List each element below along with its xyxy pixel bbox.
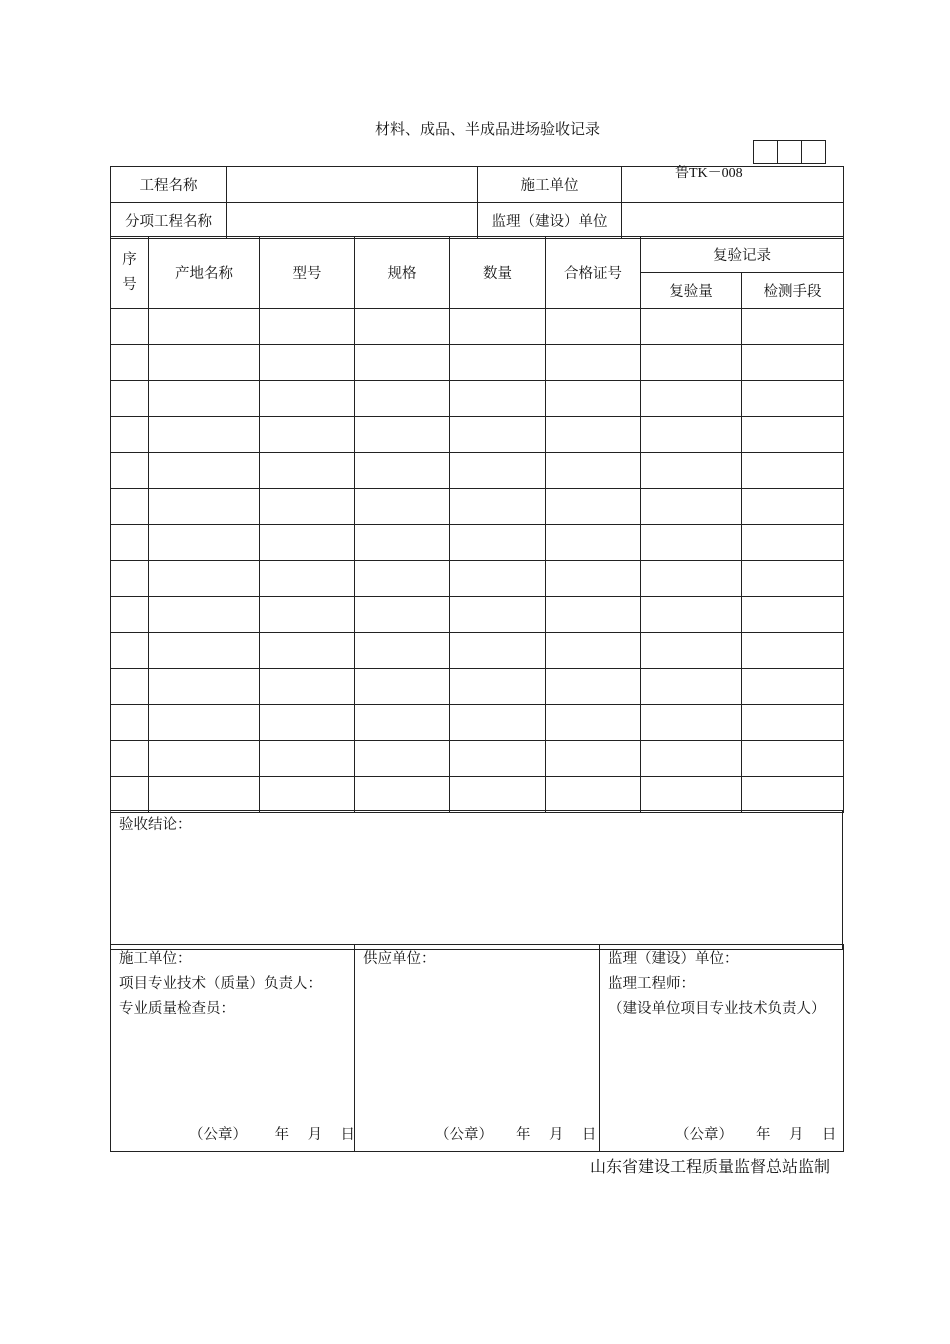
table-cell[interactable] (149, 741, 260, 777)
table-cell[interactable] (742, 417, 844, 453)
table-cell[interactable] (450, 525, 546, 561)
table-cell[interactable] (111, 633, 149, 669)
table-cell[interactable] (111, 597, 149, 633)
month-label: 月 (548, 1127, 564, 1143)
table-cell[interactable] (450, 489, 546, 525)
table-cell[interactable] (641, 417, 742, 453)
table-cell[interactable] (641, 381, 742, 417)
table-cell[interactable] (355, 669, 450, 705)
table-cell[interactable] (355, 453, 450, 489)
seal-label: （公章） (189, 1127, 247, 1143)
table-cell[interactable] (641, 345, 742, 381)
table-row (111, 561, 844, 597)
col-origin: 产地名称 (149, 237, 260, 309)
table-cell[interactable] (546, 381, 641, 417)
supervisor-value[interactable] (622, 203, 844, 239)
table-cell[interactable] (260, 309, 355, 345)
table-cell[interactable] (450, 381, 546, 417)
table-cell[interactable] (355, 777, 450, 813)
supervisor-engineer-label: 监理工程师： (608, 976, 695, 992)
code-box[interactable] (777, 140, 801, 164)
table-cell[interactable] (111, 489, 149, 525)
table-cell[interactable] (260, 345, 355, 381)
owner-tech-lead-label: （建设单位项目专业技术负责人） (608, 1001, 826, 1017)
table-cell[interactable] (546, 489, 641, 525)
table-cell[interactable] (546, 309, 641, 345)
table-row (111, 381, 844, 417)
table-cell[interactable] (111, 525, 149, 561)
table-cell[interactable] (742, 525, 844, 561)
table-cell[interactable] (546, 633, 641, 669)
table-cell[interactable] (260, 525, 355, 561)
seal-label: （公章） (675, 1127, 733, 1143)
year-label: 年 (274, 1127, 290, 1143)
table-cell[interactable] (149, 669, 260, 705)
table-cell[interactable] (111, 417, 149, 453)
table-cell[interactable] (111, 345, 149, 381)
table-cell[interactable] (641, 741, 742, 777)
table-cell[interactable] (260, 417, 355, 453)
table-cell[interactable] (111, 777, 149, 813)
table-cell[interactable] (450, 597, 546, 633)
table-cell[interactable] (450, 669, 546, 705)
table-cell[interactable] (149, 561, 260, 597)
table-cell[interactable] (149, 309, 260, 345)
table-row (111, 633, 844, 669)
table-cell[interactable] (149, 381, 260, 417)
supervisor-label: 监理（建设）单位 (478, 203, 622, 239)
supervisor-seal-line (600, 1123, 843, 1144)
col-spec: 规格 (355, 237, 450, 309)
table-cell[interactable] (450, 741, 546, 777)
materials-table (110, 236, 844, 813)
conclusion-label: 验收结论： (119, 817, 192, 833)
table-cell[interactable] (260, 741, 355, 777)
table-cell[interactable] (546, 561, 641, 597)
table-cell[interactable] (149, 705, 260, 741)
table-cell[interactable] (641, 633, 742, 669)
col-test-method: 检测手段 (742, 273, 844, 309)
table-cell[interactable] (149, 525, 260, 561)
table-cell[interactable] (149, 453, 260, 489)
col-model: 型号 (260, 237, 355, 309)
table-cell[interactable] (149, 777, 260, 813)
contractor-seal-line (111, 1123, 354, 1144)
col-recheck-amount: 复验量 (641, 273, 742, 309)
table-cell[interactable] (742, 669, 844, 705)
table-cell[interactable] (355, 705, 450, 741)
table-cell[interactable] (355, 525, 450, 561)
table-cell[interactable] (355, 417, 450, 453)
table-cell[interactable] (641, 669, 742, 705)
table-cell[interactable] (450, 309, 546, 345)
signature-table (110, 944, 844, 1152)
tech-lead-label: 项目专业技术（质量）负责人： (119, 976, 322, 992)
table-cell[interactable] (149, 633, 260, 669)
table-cell[interactable] (111, 705, 149, 741)
table-cell[interactable] (260, 453, 355, 489)
supplier-unit-label: 供应单位： (363, 951, 436, 967)
col-quantity: 数量 (450, 237, 546, 309)
table-cell[interactable] (355, 345, 450, 381)
day-label: 日 (581, 1127, 597, 1143)
table-cell[interactable] (450, 417, 546, 453)
table-cell[interactable] (450, 777, 546, 813)
table-cell[interactable] (641, 597, 742, 633)
code-box[interactable] (801, 140, 826, 164)
table-cell[interactable] (260, 669, 355, 705)
table-cell[interactable] (546, 741, 641, 777)
table-row (111, 453, 844, 489)
table-cell[interactable] (546, 705, 641, 741)
table-cell[interactable] (742, 381, 844, 417)
col-recheck-group: 复验记录 (641, 237, 844, 273)
year-label: 年 (756, 1127, 771, 1143)
col-seq (111, 237, 149, 309)
table-cell[interactable] (355, 741, 450, 777)
table-cell[interactable] (641, 453, 742, 489)
table-cell[interactable] (149, 417, 260, 453)
table-cell[interactable] (450, 561, 546, 597)
table-cell[interactable] (742, 489, 844, 525)
table-cell[interactable] (641, 561, 742, 597)
table-cell[interactable] (111, 669, 149, 705)
table-cell[interactable] (546, 417, 641, 453)
table-cell[interactable] (546, 669, 641, 705)
col-certificate: 合格证号 (546, 237, 641, 309)
table-cell[interactable] (546, 345, 641, 381)
supervisor-sign-cell[interactable] (600, 945, 844, 1152)
table-cell[interactable] (111, 741, 149, 777)
table-cell[interactable] (450, 453, 546, 489)
table-cell[interactable] (742, 453, 844, 489)
code-boxes (753, 140, 826, 164)
contractor-value[interactable] (622, 167, 844, 203)
table-cell[interactable] (742, 309, 844, 345)
table-cell[interactable] (641, 489, 742, 525)
table-cell[interactable] (260, 705, 355, 741)
table-row (111, 777, 844, 813)
table-cell[interactable] (641, 777, 742, 813)
contractor-label: 施工单位 (478, 167, 622, 203)
table-cell[interactable] (742, 777, 844, 813)
month-label: 月 (307, 1127, 323, 1143)
form-code: 鲁TK－008 (675, 166, 743, 181)
table-cell[interactable] (355, 381, 450, 417)
table-cell[interactable] (450, 705, 546, 741)
table-cell[interactable] (641, 525, 742, 561)
table-cell[interactable] (111, 309, 149, 345)
sub-project-value[interactable] (227, 203, 478, 239)
table-cell[interactable] (111, 453, 149, 489)
footer-issuer: 山东省建设工程质量监督总站监制 (590, 1157, 831, 1176)
table-cell[interactable] (742, 741, 844, 777)
table-cell[interactable] (260, 777, 355, 813)
table-cell[interactable] (742, 633, 844, 669)
table-cell[interactable] (355, 309, 450, 345)
project-name-label: 工程名称 (111, 167, 227, 203)
table-cell[interactable] (546, 597, 641, 633)
table-cell[interactable] (641, 309, 742, 345)
table-row (111, 489, 844, 525)
table-row (111, 417, 844, 453)
table-cell[interactable] (450, 345, 546, 381)
table-cell[interactable] (260, 597, 355, 633)
sub-project-label: 分项工程名称 (111, 203, 227, 239)
contractor-unit-label: 施工单位： (119, 951, 192, 967)
conclusion-cell[interactable] (111, 811, 843, 950)
supplier-seal-line (355, 1123, 599, 1144)
table-cell[interactable] (260, 381, 355, 417)
table-cell[interactable] (260, 633, 355, 669)
table-row (111, 669, 844, 705)
table-cell[interactable] (546, 777, 641, 813)
conclusion-table (110, 810, 843, 950)
code-box[interactable] (753, 140, 777, 164)
table-cell[interactable] (742, 597, 844, 633)
table-row (111, 597, 844, 633)
quality-inspector-label: 专业质量检查员： (119, 1001, 235, 1017)
table-cell[interactable] (742, 561, 844, 597)
seal-label: （公章） (435, 1127, 493, 1143)
table-cell[interactable] (355, 489, 450, 525)
table-cell[interactable] (355, 561, 450, 597)
table-cell[interactable] (111, 561, 149, 597)
day-label: 日 (821, 1127, 837, 1143)
table-row (111, 741, 844, 777)
table-cell[interactable] (546, 525, 641, 561)
table-cell[interactable] (260, 561, 355, 597)
table-cell[interactable] (149, 597, 260, 633)
table-cell[interactable] (742, 705, 844, 741)
month-label: 月 (788, 1127, 804, 1143)
table-cell[interactable] (149, 345, 260, 381)
year-label: 年 (516, 1127, 531, 1143)
table-cell[interactable] (355, 633, 450, 669)
table-cell[interactable] (111, 381, 149, 417)
form-title: 材料、成品、半成品进场验收记录 (374, 120, 600, 138)
supervisor-unit-label: 监理（建设）单位： (608, 951, 739, 967)
table-cell[interactable] (149, 489, 260, 525)
table-cell[interactable] (450, 633, 546, 669)
supplier-sign-cell[interactable] (355, 945, 600, 1152)
contractor-sign-cell[interactable] (111, 945, 355, 1152)
table-row (111, 345, 844, 381)
table-cell[interactable] (742, 345, 844, 381)
table-cell[interactable] (355, 597, 450, 633)
header-table (110, 166, 844, 239)
table-row (111, 309, 844, 345)
table-row (111, 705, 844, 741)
col-seq-label: 序号 (122, 251, 137, 293)
table-row (111, 525, 844, 561)
table-cell[interactable] (641, 705, 742, 741)
day-label: 日 (340, 1127, 356, 1143)
project-name-value[interactable] (227, 167, 478, 203)
table-cell[interactable] (546, 453, 641, 489)
table-cell[interactable] (260, 489, 355, 525)
